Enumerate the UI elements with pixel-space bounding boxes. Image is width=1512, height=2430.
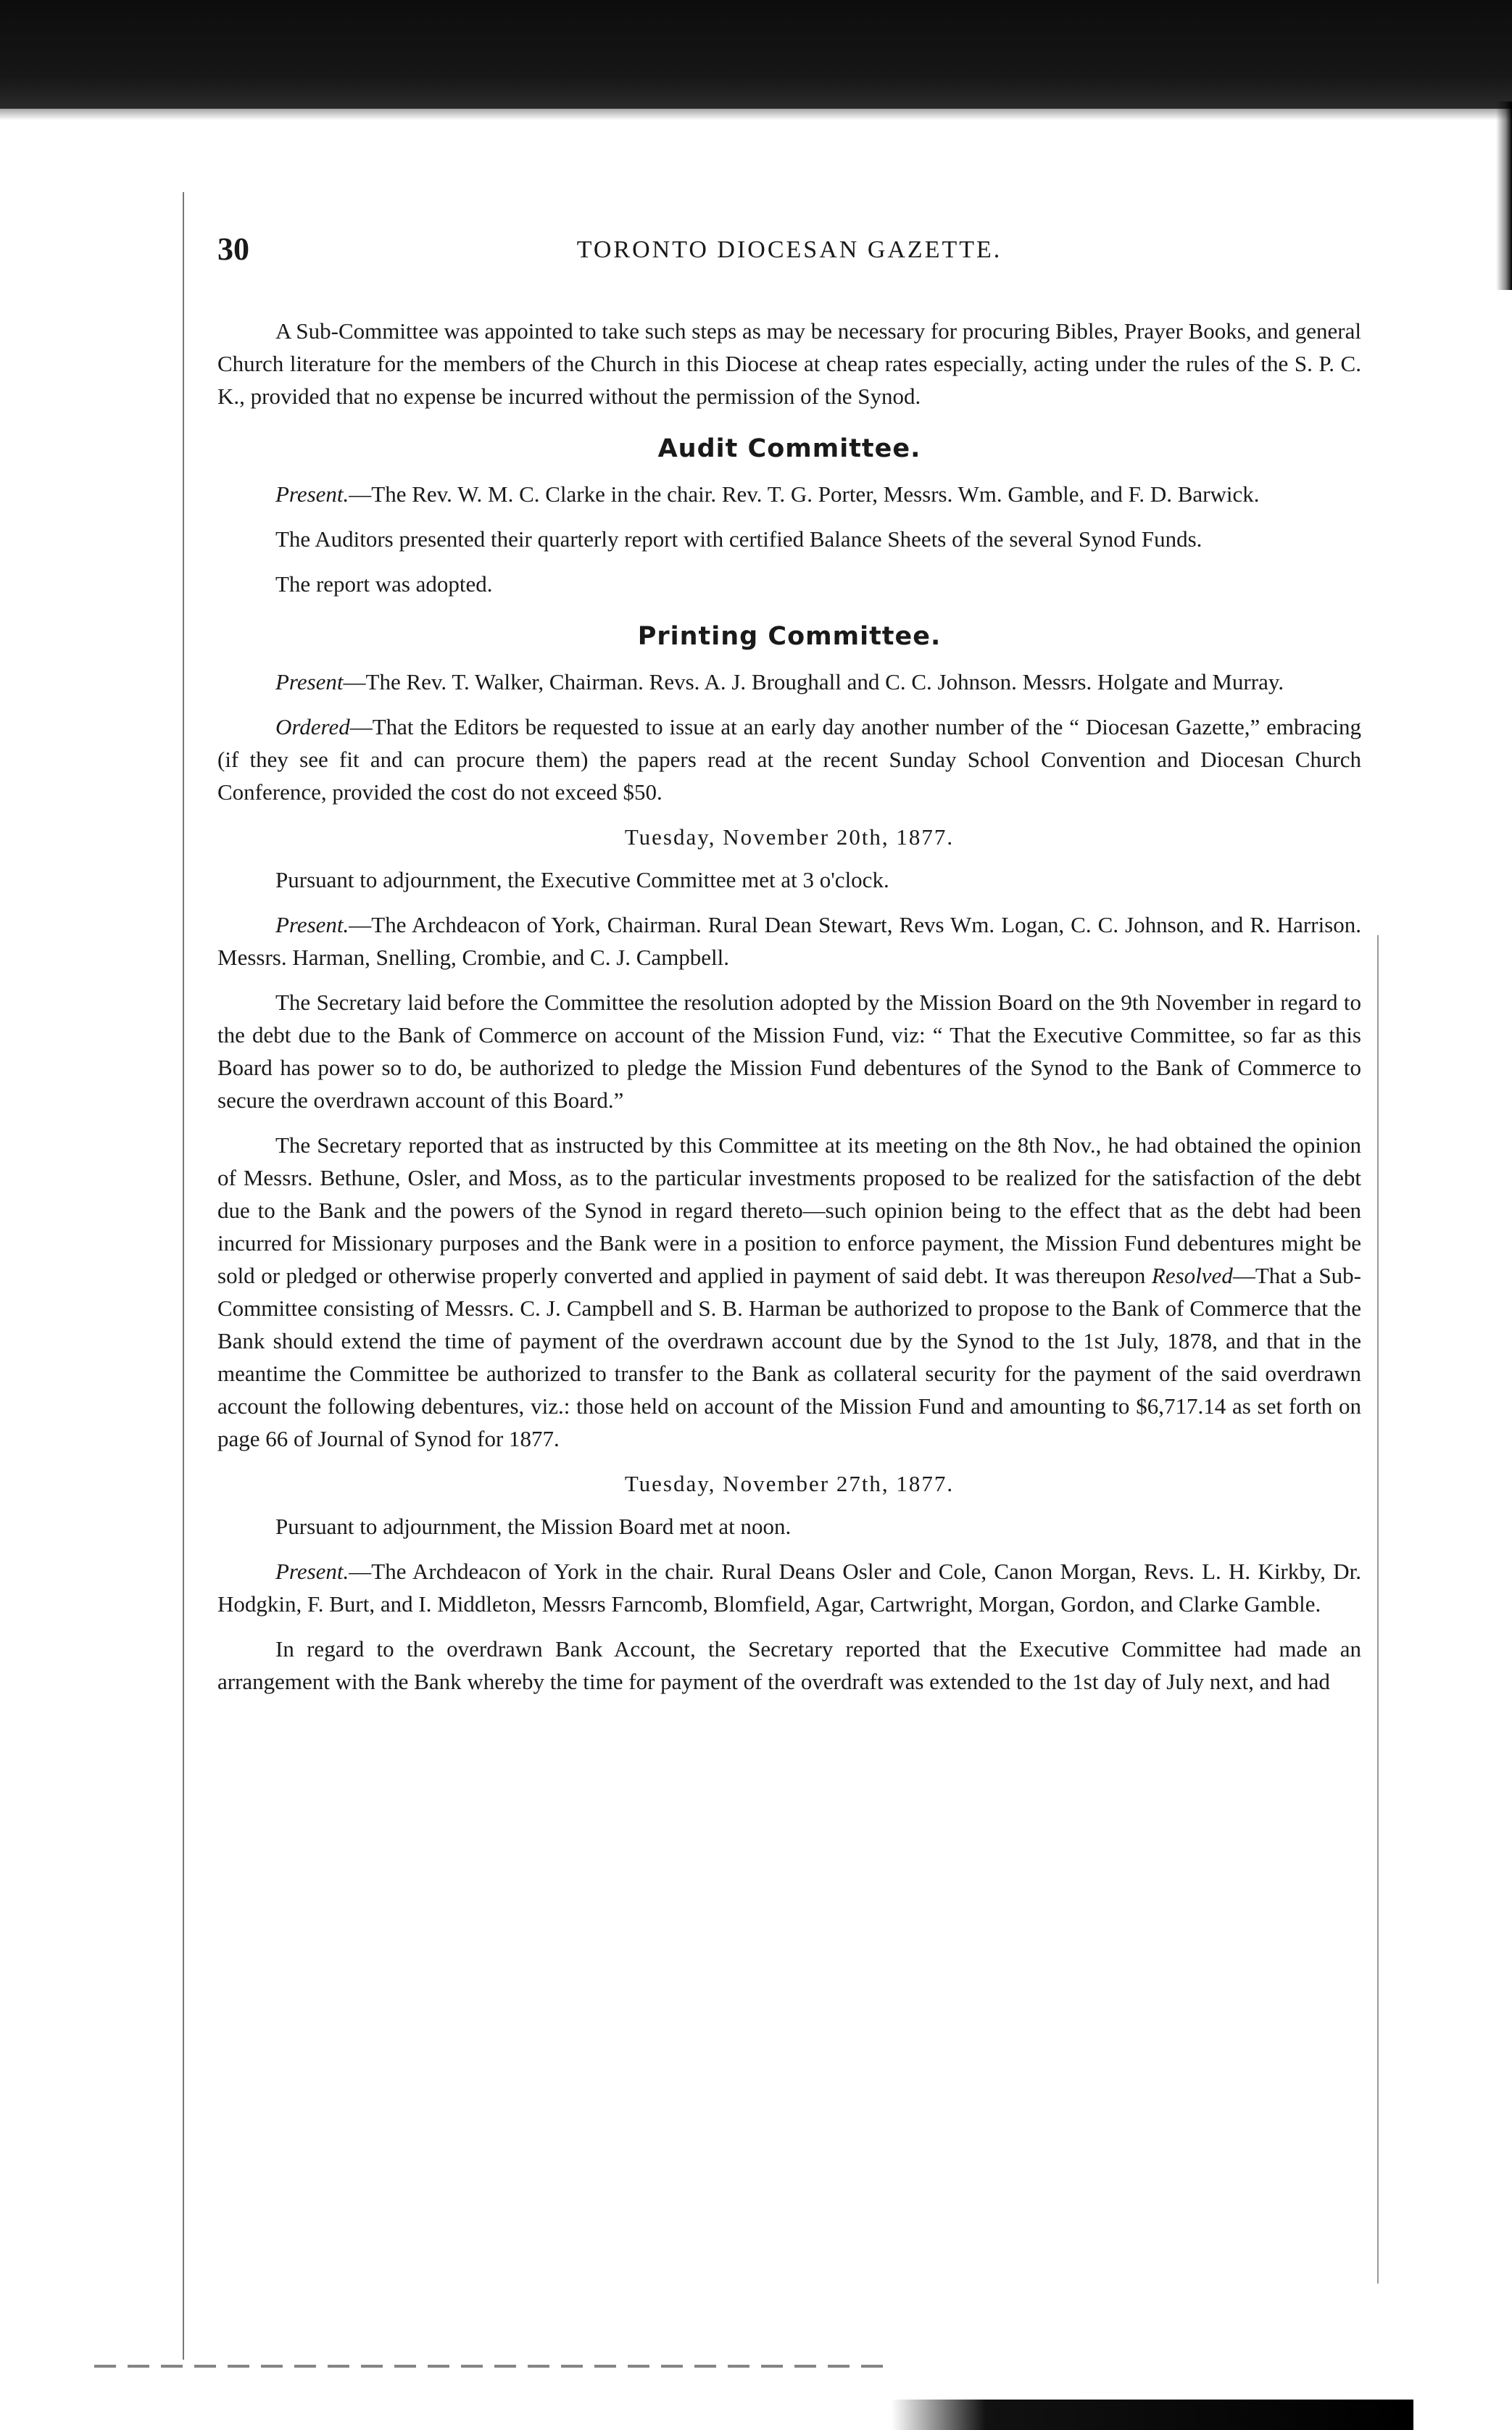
running-title: TORONTO DIOCESAN GAZETTE. xyxy=(576,236,1002,263)
executive-present-text: —The Archdeacon of York, Chairman. Rural Dean Stewart, Revs Wm. Logan, C. C. Johnson, and R. Harrison. Messrs. Harman, Snelling, Crombie, and C. J. Campbell. xyxy=(217,912,1361,970)
audit-present-lead: Present. xyxy=(275,481,349,507)
date-november-27: Tuesday, November 27th, 1877. xyxy=(624,1471,955,1496)
printing-present-paragraph xyxy=(217,665,1361,698)
adjournment-mission-paragraph: Pursuant to adjournment, the Mission Board met at noon. xyxy=(275,1514,792,1539)
mission-present-paragraph xyxy=(217,1555,1361,1620)
ordered-paragraph xyxy=(217,710,1361,808)
secretary-reported-paragraph xyxy=(217,1129,1361,1455)
ordered-text: —That the Editors be requested to issue at an early day another number of the “ Diocesan Gazette,” embracing (if they see fit and can procure them) the papers read at the recent Sunday School Convention and Diocesan Church Conference, provided the cost do not exceed $50. xyxy=(217,714,1361,805)
mission-present-text: —The Archdeacon of York in the chair. Rural Deans Osler and Cole, Canon Morgan, Revs. L. H. Kirkby, Dr. Hodgkin, F. Burt, and I. Middleton, Messrs Farncomb, Blomfield, Agar, Cartwright, Morgan, Gordon, and Clarke Gamble. xyxy=(217,1559,1361,1617)
audit-present-text: —The Rev. W. M. C. Clarke in the chair. Rev. T. G. Porter, Messrs. Wm. Gamble, and F. D. Barwick. xyxy=(349,481,1260,507)
ordered-lead: Ordered xyxy=(275,714,350,739)
scan-bottom-edge xyxy=(892,2400,1413,2430)
mission-present-lead: Present. xyxy=(275,1559,349,1584)
scan-right-edge xyxy=(1496,101,1512,290)
secretary-reported-text-a: The Secretary reported that as instructed by this Committee at its meeting on the 8th Nov., he had obtained the opinion of Messrs. Bethune, Osler, and Moss, as to the particular investments proposed to be realized for the satisfaction of the debt due to the Bank and the powers of the Synod in regard thereto—such opinion being to the effect that as the debt had been incurred for Missionary purposes and the Bank were in a position to enforce payment, the Mission Fund debentures might be sold or pledged or otherwise properly converted and applied in payment of said debt. It was thereupon xyxy=(217,1132,1361,1288)
scan-top-border xyxy=(0,0,1512,109)
gazette-page xyxy=(217,231,1361,1710)
adjournment-executive-paragraph: Pursuant to adjournment, the Executive Committee met at 3 o'clock. xyxy=(275,867,889,892)
page-header xyxy=(217,231,1361,274)
secretary-reported-text-b: —That a Sub-Committee consisting of Messrs. C. J. Campbell and S. B. Harman be authorized to propose to the Bank of Commerce that the Bank should extend the time of payment of the overdrawn account due by the Synod to the 1st July, 1878, and that in the meantime the Committee be authorized to transfer to the Bank as collateral security for the payment of the said overdrawn account the following debentures, viz.: those held on account of the Mission Fund and amounting to $6,717.14 as set forth on page 66 of Journal of Synod for 1877. xyxy=(217,1263,1361,1451)
executive-present-lead: Present. xyxy=(275,912,349,937)
right-margin-rule xyxy=(1377,935,1379,2284)
date-november-20: Tuesday, November 20th, 1877. xyxy=(624,824,955,850)
secretary-laid-paragraph: The Secretary laid before the Committee the resolution adopted by the Mission Board on the 9th November in regard to the debt due to the Bank of Commerce on account of the Mission Fund, viz: “ That the Executive Committee, so far as this Board has power so to do, be authorized to pledge the Mission Fund debentures of the Synod to the Bank of Commerce to secure the overdrawn account of this Board.” xyxy=(217,990,1361,1113)
printing-committee-heading: Printing Committee. xyxy=(637,622,942,651)
left-margin-rule xyxy=(183,192,184,2360)
audit-present-paragraph xyxy=(217,478,1361,510)
audit-committee-heading: Audit Committee. xyxy=(657,434,921,463)
page-number: 30 xyxy=(217,231,249,267)
audit-report-paragraph: The Auditors presented their quarterly report with certified Balance Sheets of the several Synod Funds. xyxy=(275,526,1202,552)
printing-present-lead: Present xyxy=(275,669,344,694)
audit-adopted-paragraph: The report was adopted. xyxy=(275,571,493,597)
sub-committee-paragraph: A Sub-Committee was appointed to take such steps as may be necessary for procuring Bibles, Prayer Books, and general Church literature for the members of the Church in this Diocese at cheap rates especially, acting under the rules of the S. P. C. K., provided that no expense be incurred without the permission of the Synod. xyxy=(217,318,1361,409)
scan-bottom-dashes xyxy=(94,2365,892,2368)
executive-present-paragraph xyxy=(217,908,1361,974)
resolved-lead: Resolved xyxy=(1151,1263,1233,1288)
printing-present-text: —The Rev. T. Walker, Chairman. Revs. A. J. Broughall and C. C. Johnson. Messrs. Holgate and Murray. xyxy=(343,669,1284,694)
overdrawn-account-paragraph: In regard to the overdrawn Bank Account, the Secretary reported that the Executive Committee had made an arrangement with the Bank whereby the time for payment of the overdraft was extended to the 1st day of July next, and had xyxy=(217,1636,1361,1694)
